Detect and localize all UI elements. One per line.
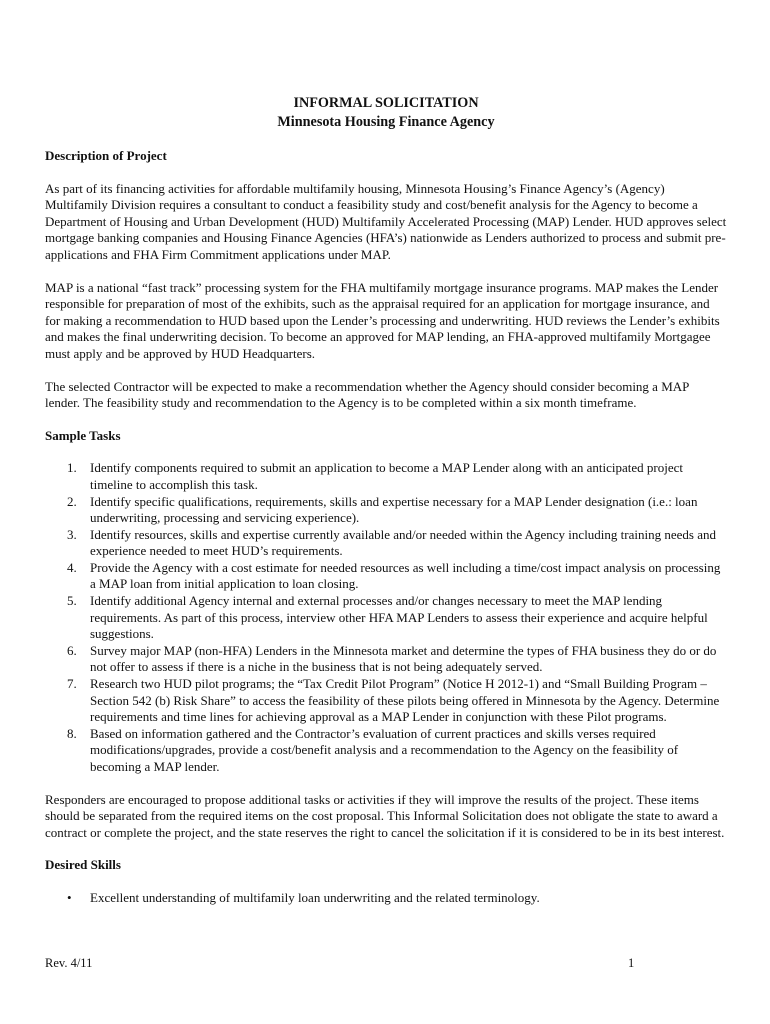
task-item	[45, 593, 727, 643]
task-item	[45, 676, 727, 726]
page-number: 1	[628, 956, 635, 970]
task-item	[45, 527, 727, 560]
bullet-icon: •	[67, 889, 72, 905]
task-text: Identify specific qualifications, requirements, skills and expertise necessary for a MAP Lender designation (i.e.: loan underwriting, processing and servicing experience).	[90, 493, 698, 526]
task-text: Provide the Agency with a cost estimate for needed resources as well including a time/cost impact analysis on processing a MAP loan from initial application to loan closing.	[90, 559, 721, 592]
description-heading: Description of Project	[45, 148, 167, 163]
task-number: 6.	[67, 642, 77, 658]
task-item	[45, 460, 727, 493]
description-paragraph-3: The selected Contractor will be expected to make a recommendation whether the Agency should consider becoming a MAP lender. The feasibility study and recommendation to the Agency is to be completed within a six month timeframe.	[45, 378, 689, 411]
skills-heading: Desired Skills	[45, 857, 121, 873]
description-paragraph-2: MAP is a national “fast track” processing system for the FHA multifamily mortgage insurance programs. MAP makes the Lender responsible for preparation of most of the exhibits, such as the appraisal required for an application for mortgage insurance, and for making a recommendation to HUD based upon the Lender’s processing and underwriting. HUD reviews the Lender’s exhibits and makes the final underwriting decision. To become an approved for MAP lending, an FHA-approved multifamily Mortgagee must apply and be approved by HUD Headquarters.	[45, 279, 720, 361]
tasks-heading: Sample Tasks	[45, 427, 121, 443]
skill-item	[45, 890, 727, 907]
description-paragraph-1: As part of its financing activities for affordable multifamily housing, Minnesota Housing’s Finance Agency’s (Agency) Multifamily Division requires a consultant to conduct a feasibility study and cost/benefit analysis for the Agency to become a Department of Housing and Urban Development (HUD) Multifamily Accelerated Processing (MAP) Lender. HUD approves select mortgage banking companies and Housing Finance Agencies (HFA’s) nationwide as Lenders authorized to process and submit pre-applications and FHA Firm Commitment applications under MAP.	[45, 180, 727, 262]
document-page	[45, 94, 727, 907]
task-text: Identify resources, skills and expertise currently available and/or needed within the Agency including training needs and experience needed to meet HUD’s requirements.	[90, 526, 716, 559]
task-text: Based on information gathered and the Contractor’s evaluation of current practices and skills verses required modifications/upgrades, provide a cost/benefit analysis and a recommendation to the Agency on the feasibility of becoming a MAP lender.	[90, 725, 679, 774]
task-text: Research two HUD pilot programs; the “Tax Credit Pilot Program” (Notice H 2012-1) and “Small Building Program – Section 542 (b) Risk Share” to access the feasibility of these pilots being offered in Minnesota by the Agency. Determine requirements and time lines for achieving approval as a MAP Lender in conjunction with these Pilot programs.	[90, 676, 720, 725]
task-list	[45, 460, 727, 775]
task-item	[45, 494, 727, 527]
task-number: 3.	[67, 526, 77, 542]
task-text: Identify components required to submit an application to become a MAP Lender along with an anticipated project timeline to accomplish this task.	[90, 460, 684, 492]
document-subtitle: Minnesota Housing Finance Agency	[277, 114, 495, 130]
task-number: 5.	[67, 593, 77, 609]
task-item	[45, 726, 727, 776]
skill-text: Excellent understanding of multifamily loan underwriting and the related terminology.	[90, 889, 540, 905]
revision-label: Rev. 4/11	[45, 956, 93, 970]
task-text: Identify additional Agency internal and external processes and/or changes necessary to meet the MAP lending requirements. As part of this process, interview other HFA MAP Lenders to assess their experience and acquire helpful suggestions.	[90, 593, 708, 642]
task-text: Survey major MAP (non-HFA) Lenders in the Minnesota market and determine the types of FHA business they do or do not offer to assess if there is a niche in the business that is not being adequately served.	[90, 642, 717, 675]
task-number: 4.	[67, 559, 77, 575]
task-item	[45, 560, 727, 593]
tasks-closing-paragraph: Responders are encouraged to propose additional tasks or activities if they will improve the results of the project. These items should be separated from the required items on the cost proposal. This Informal Solicitation does not obligate the state to award a contract or complete the project, and the state reserves the right to cancel the solicitation if it is considered to be in its best interest.	[45, 791, 725, 840]
task-item	[45, 643, 727, 676]
task-number: 2.	[67, 493, 77, 509]
skill-list	[45, 890, 727, 907]
document-title: INFORMAL SOLICITATION	[293, 95, 479, 111]
title-block	[45, 94, 727, 132]
task-number: 8.	[67, 725, 77, 741]
task-number: 1.	[67, 460, 77, 476]
task-number: 7.	[67, 676, 77, 692]
